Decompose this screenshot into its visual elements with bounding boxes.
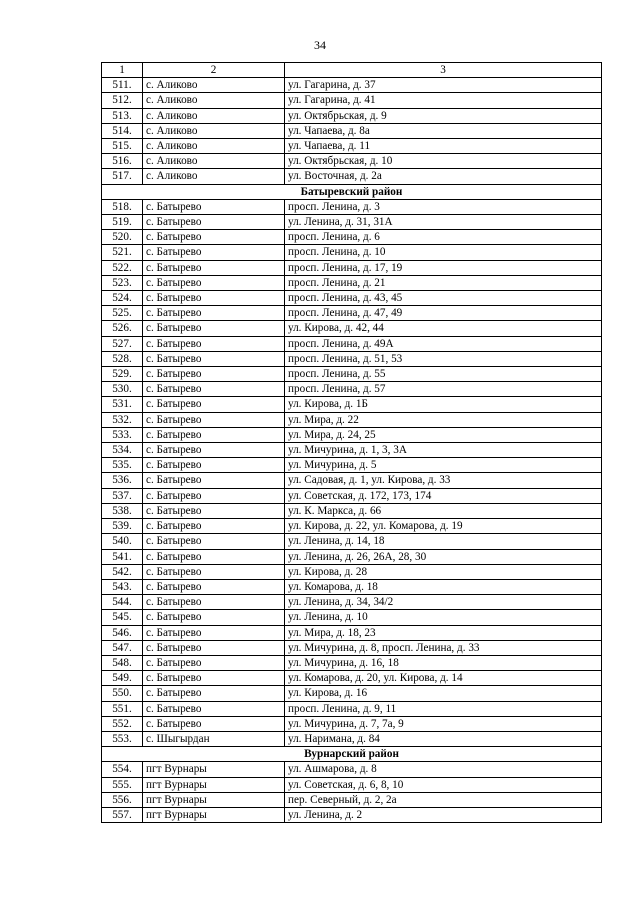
settlement-cell: с. Батырево	[143, 625, 285, 640]
address-table	[101, 62, 602, 823]
table-row	[102, 321, 602, 336]
settlement-cell: с. Аликово	[143, 139, 285, 154]
address-cell: просп. Ленина, д. 6	[285, 230, 602, 245]
row-number: 517.	[102, 169, 143, 184]
settlement-cell: с. Батырево	[143, 336, 285, 351]
address-cell: просп. Ленина, д. 43, 45	[285, 291, 602, 306]
address-cell: ул. Ленина, д. 34, 34/2	[285, 595, 602, 610]
settlement-cell: с. Батырево	[143, 351, 285, 366]
table-row	[102, 762, 602, 777]
settlement-cell: с. Батырево	[143, 686, 285, 701]
address-cell: просп. Ленина, д. 3	[285, 199, 602, 214]
table-header	[102, 63, 602, 78]
table-row	[102, 458, 602, 473]
address-cell: ул. Мичурина, д. 8, просп. Ленина, д. 33	[285, 640, 602, 655]
table-row	[102, 169, 602, 184]
settlement-cell: с. Батырево	[143, 275, 285, 290]
row-number: 555.	[102, 777, 143, 792]
settlement-cell: с. Батырево	[143, 640, 285, 655]
table-row	[102, 123, 602, 138]
row-number: 515.	[102, 139, 143, 154]
table-row	[102, 367, 602, 382]
settlement-cell: с. Батырево	[143, 382, 285, 397]
table-row	[102, 473, 602, 488]
settlement-cell: с. Батырево	[143, 671, 285, 686]
settlement-cell: с. Батырево	[143, 655, 285, 670]
table-row	[102, 534, 602, 549]
table-row	[102, 564, 602, 579]
row-number: 531.	[102, 397, 143, 412]
table-row	[102, 306, 602, 321]
address-cell: ул. Садовая, д. 1, ул. Кирова, д. 33	[285, 473, 602, 488]
table-row	[102, 549, 602, 564]
settlement-cell: с. Аликово	[143, 169, 285, 184]
address-cell: ул. Кирова, д. 1Б	[285, 397, 602, 412]
address-cell: ул. Ленина, д. 26, 26А, 28, 30	[285, 549, 602, 564]
column-header-place: 2	[143, 63, 285, 78]
table-row	[102, 731, 602, 746]
address-cell: ул. Комарова, д. 18	[285, 579, 602, 594]
address-cell: просп. Ленина, д. 49А	[285, 336, 602, 351]
settlement-cell: с. Батырево	[143, 549, 285, 564]
table-row	[102, 78, 602, 93]
address-cell: ул. Гагарина, д. 41	[285, 93, 602, 108]
address-cell: ул. Мира, д. 24, 25	[285, 427, 602, 442]
address-cell: ул. Ленина, д. 10	[285, 610, 602, 625]
address-cell: ул. Советская, д. 6, 8, 10	[285, 777, 602, 792]
address-cell: ул. Кирова, д. 16	[285, 686, 602, 701]
table-row	[102, 382, 602, 397]
address-cell: ул. К. Маркса, д. 66	[285, 503, 602, 518]
table-body	[102, 78, 602, 823]
column-header-address: 3	[285, 63, 602, 78]
address-cell: ул. Советская, д. 172, 173, 174	[285, 488, 602, 503]
row-number: 551.	[102, 701, 143, 716]
address-cell: ул. Кирова, д. 22, ул. Комарова, д. 19	[285, 519, 602, 534]
row-number: 518.	[102, 199, 143, 214]
table-row	[102, 610, 602, 625]
table-row	[102, 154, 602, 169]
table-row	[102, 245, 602, 260]
settlement-cell: с. Батырево	[143, 473, 285, 488]
address-cell: ул. Октябрьская, д. 10	[285, 154, 602, 169]
row-number: 516.	[102, 154, 143, 169]
table-row	[102, 275, 602, 290]
row-number: 513.	[102, 108, 143, 123]
row-number: 553.	[102, 731, 143, 746]
settlement-cell: с. Батырево	[143, 519, 285, 534]
address-cell: просп. Ленина, д. 10	[285, 245, 602, 260]
table-row	[102, 291, 602, 306]
address-cell: ул. Ленина, д. 2	[285, 807, 602, 822]
row-number: 525.	[102, 306, 143, 321]
address-cell: ул. Мичурина, д. 7, 7а, 9	[285, 716, 602, 731]
table-row	[102, 260, 602, 275]
settlement-cell: с. Батырево	[143, 503, 285, 518]
address-cell: ул. Наримана, д. 84	[285, 731, 602, 746]
table-row	[102, 519, 602, 534]
row-number: 541.	[102, 549, 143, 564]
row-number: 530.	[102, 382, 143, 397]
address-cell: ул. Восточная, д. 2а	[285, 169, 602, 184]
settlement-cell: с. Шыгырдан	[143, 731, 285, 746]
row-number: 511.	[102, 78, 143, 93]
address-cell: ул. Мира, д. 18, 23	[285, 625, 602, 640]
table-row	[102, 579, 602, 594]
page-number: 34	[314, 38, 326, 52]
row-number: 548.	[102, 655, 143, 670]
settlement-cell: пгт Вурнары	[143, 762, 285, 777]
row-number: 557.	[102, 807, 143, 822]
row-number: 532.	[102, 412, 143, 427]
row-number: 526.	[102, 321, 143, 336]
table-row	[102, 595, 602, 610]
settlement-cell: с. Аликово	[143, 108, 285, 123]
settlement-cell: с. Аликово	[143, 93, 285, 108]
table-row	[102, 503, 602, 518]
settlement-cell: с. Аликово	[143, 154, 285, 169]
row-number: 512.	[102, 93, 143, 108]
settlement-cell: с. Батырево	[143, 412, 285, 427]
table-row	[102, 199, 602, 214]
table-row	[102, 807, 602, 822]
row-number: 546.	[102, 625, 143, 640]
settlement-cell: с. Батырево	[143, 534, 285, 549]
table-row	[102, 777, 602, 792]
row-number: 533.	[102, 427, 143, 442]
table-row	[102, 427, 602, 442]
row-number: 529.	[102, 367, 143, 382]
table-row	[102, 671, 602, 686]
address-cell: ул. Ленина, д. 31, 31А	[285, 215, 602, 230]
row-number: 542.	[102, 564, 143, 579]
table-row	[102, 108, 602, 123]
address-cell: ул. Октябрьская, д. 9	[285, 108, 602, 123]
table-row	[102, 716, 602, 731]
settlement-cell: с. Батырево	[143, 367, 285, 382]
settlement-cell: с. Батырево	[143, 458, 285, 473]
row-number: 523.	[102, 275, 143, 290]
address-cell: ул. Комарова, д. 20, ул. Кирова, д. 14	[285, 671, 602, 686]
address-cell: просп. Ленина, д. 47, 49	[285, 306, 602, 321]
row-number: 552.	[102, 716, 143, 731]
row-number: 527.	[102, 336, 143, 351]
address-cell: ул. Гагарина, д. 37	[285, 78, 602, 93]
address-cell: ул. Чапаева, д. 8а	[285, 123, 602, 138]
table-row	[102, 488, 602, 503]
settlement-cell: с. Батырево	[143, 610, 285, 625]
table-row	[102, 625, 602, 640]
address-cell: ул. Мира, д. 22	[285, 412, 602, 427]
address-cell: просп. Ленина, д. 57	[285, 382, 602, 397]
settlement-cell: с. Батырево	[143, 215, 285, 230]
table-row	[102, 640, 602, 655]
settlement-cell: пгт Вурнары	[143, 807, 285, 822]
table-row	[102, 230, 602, 245]
address-cell: просп. Ленина, д. 21	[285, 275, 602, 290]
settlement-cell: с. Батырево	[143, 443, 285, 458]
settlement-cell: с. Батырево	[143, 564, 285, 579]
row-number: 534.	[102, 443, 143, 458]
address-cell: ул. Мичурина, д. 16, 18	[285, 655, 602, 670]
row-number: 549.	[102, 671, 143, 686]
district-heading: Вурнарский район	[102, 747, 602, 762]
row-number: 554.	[102, 762, 143, 777]
address-cell: просп. Ленина, д. 9, 11	[285, 701, 602, 716]
settlement-cell: с. Батырево	[143, 397, 285, 412]
row-number: 535.	[102, 458, 143, 473]
settlement-cell: с. Батырево	[143, 306, 285, 321]
settlement-cell: пгт Вурнары	[143, 792, 285, 807]
table-row	[102, 139, 602, 154]
row-number: 547.	[102, 640, 143, 655]
row-number: 520.	[102, 230, 143, 245]
settlement-cell: с. Батырево	[143, 230, 285, 245]
row-number: 528.	[102, 351, 143, 366]
row-number: 545.	[102, 610, 143, 625]
row-number: 522.	[102, 260, 143, 275]
section-row	[102, 184, 602, 199]
section-row	[102, 747, 602, 762]
address-cell: ул. Мичурина, д. 5	[285, 458, 602, 473]
settlement-cell: с. Батырево	[143, 716, 285, 731]
settlement-cell: с. Батырево	[143, 245, 285, 260]
row-number: 540.	[102, 534, 143, 549]
settlement-cell: с. Батырево	[143, 595, 285, 610]
table-row	[102, 351, 602, 366]
address-cell: ул. Мичурина, д. 1, 3, 3А	[285, 443, 602, 458]
row-number: 556.	[102, 792, 143, 807]
row-number: 544.	[102, 595, 143, 610]
settlement-cell: с. Батырево	[143, 321, 285, 336]
row-number: 524.	[102, 291, 143, 306]
settlement-cell: с. Батырево	[143, 291, 285, 306]
address-cell: ул. Кирова, д. 28	[285, 564, 602, 579]
row-number: 538.	[102, 503, 143, 518]
header-row	[102, 63, 602, 78]
table-row	[102, 336, 602, 351]
table-row	[102, 412, 602, 427]
settlement-cell: с. Аликово	[143, 78, 285, 93]
table-row	[102, 397, 602, 412]
table-row	[102, 686, 602, 701]
address-cell: ул. Чапаева, д. 11	[285, 139, 602, 154]
table-row	[102, 701, 602, 716]
settlement-cell: с. Аликово	[143, 123, 285, 138]
row-number: 543.	[102, 579, 143, 594]
row-number: 514.	[102, 123, 143, 138]
address-cell: ул. Ленина, д. 14, 18	[285, 534, 602, 549]
address-cell: просп. Ленина, д. 55	[285, 367, 602, 382]
address-cell: пер. Северный, д. 2, 2а	[285, 792, 602, 807]
settlement-cell: с. Батырево	[143, 199, 285, 214]
address-cell: ул. Кирова, д. 42, 44	[285, 321, 602, 336]
table-row	[102, 215, 602, 230]
table-row	[102, 93, 602, 108]
row-number: 539.	[102, 519, 143, 534]
row-number: 536.	[102, 473, 143, 488]
row-number: 521.	[102, 245, 143, 260]
settlement-cell: с. Батырево	[143, 701, 285, 716]
settlement-cell: с. Батырево	[143, 260, 285, 275]
table-row	[102, 792, 602, 807]
column-header-number: 1	[102, 63, 143, 78]
settlement-cell: с. Батырево	[143, 488, 285, 503]
settlement-cell: с. Батырево	[143, 579, 285, 594]
address-cell: просп. Ленина, д. 51, 53	[285, 351, 602, 366]
settlement-cell: пгт Вурнары	[143, 777, 285, 792]
settlement-cell: с. Батырево	[143, 427, 285, 442]
table-row	[102, 443, 602, 458]
table-row	[102, 655, 602, 670]
district-heading: Батыревский район	[102, 184, 602, 199]
row-number: 550.	[102, 686, 143, 701]
address-cell: ул. Ашмарова, д. 8	[285, 762, 602, 777]
row-number: 519.	[102, 215, 143, 230]
row-number: 537.	[102, 488, 143, 503]
address-cell: просп. Ленина, д. 17, 19	[285, 260, 602, 275]
